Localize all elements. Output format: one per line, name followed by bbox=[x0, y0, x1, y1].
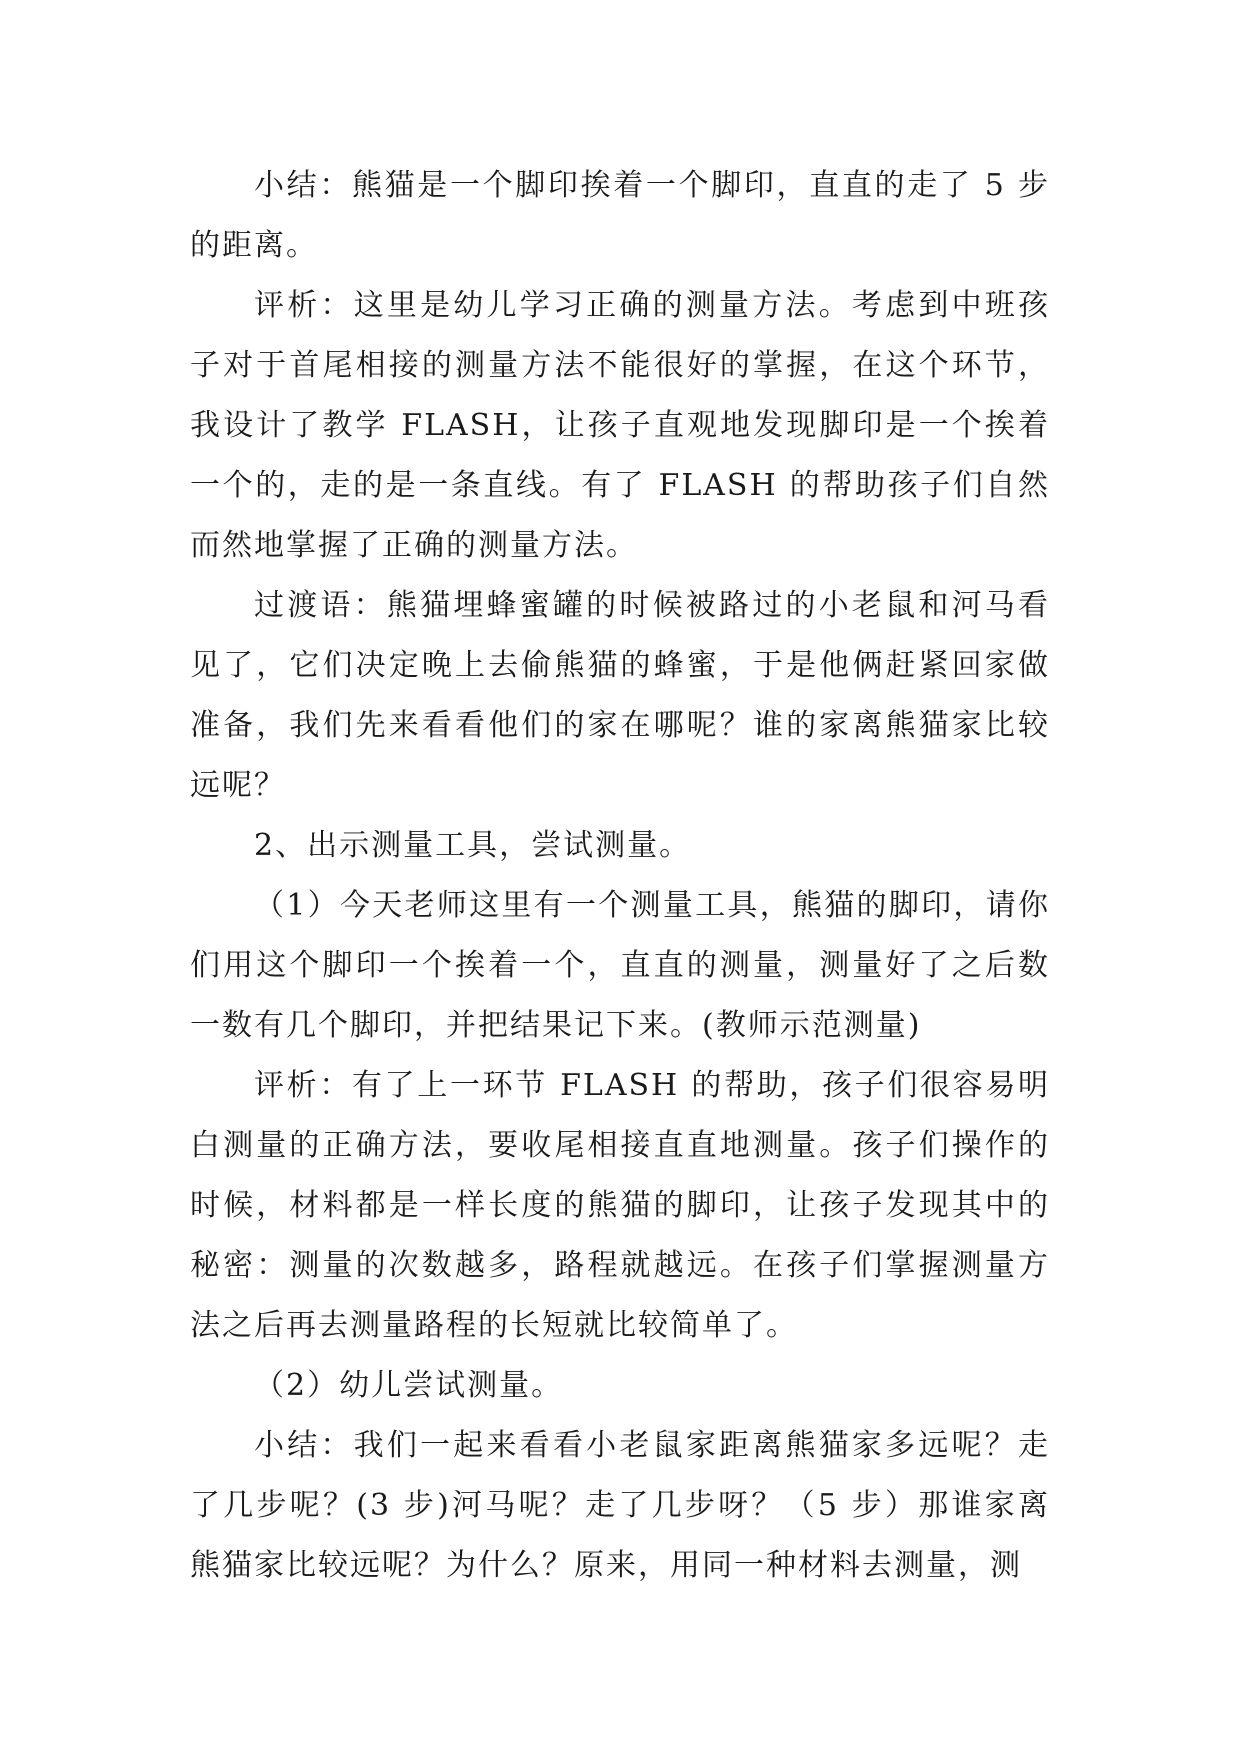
summary-paragraph: 小结：熊猫是一个脚印挨着一个脚印，直直的走了 5 步的距离。 bbox=[190, 168, 1050, 263]
step-heading: 2、出示测量工具，尝试测量。 bbox=[254, 828, 692, 863]
summary-paragraph: 小结：我们一起来看看小老鼠家距离熊猫家多远呢？走了几步呢？(3 步)河马呢？走了几步呀？（5 步）那谁家离熊猫家比较远呢？为什么？原来，用同一种材料去测量，测 bbox=[190, 1428, 1050, 1583]
substep-2-paragraph: （2）幼儿尝试测量。 bbox=[254, 1368, 564, 1403]
document-page bbox=[190, 156, 1050, 1596]
analysis-paragraph: 评析：有了上一环节 FLASH 的帮助，孩子们很容易明白测量的正确方法，要收尾相接直直地测量。孩子们操作的时候，材料都是一样长度的熊猫的脚印，让孩子发现其中的秘密：测量的次数越多，路程就越远。在孩子们掌握测量方法之后再去测量路程的长短就比较简单了。 bbox=[190, 1068, 1050, 1343]
substep-1-paragraph: （1）今天老师这里有一个测量工具，熊猫的脚印，请你们用这个脚印一个挨着一个，直直的测量，测量好了之后数一数有几个脚印，并把结果记下来。(教师示范测量) bbox=[190, 888, 1050, 1043]
transition-paragraph: 过渡语：熊猫埋蜂蜜罐的时候被路过的小老鼠和河马看见了，它们决定晚上去偷熊猫的蜂蜜，于是他俩赶紧回家做准备，我们先来看看他们的家在哪呢？谁的家离熊猫家比较远呢？ bbox=[190, 588, 1050, 803]
analysis-paragraph: 评析：这里是幼儿学习正确的测量方法。考虑到中班孩子对于首尾相接的测量方法不能很好的掌握，在这个环节，我设计了教学 FLASH，让孩子直观地发现脚印是一个挨着一个的，走的是一条直线。有了 FLASH 的帮助孩子们自然而然地掌握了正确的测量方法。 bbox=[190, 288, 1050, 563]
